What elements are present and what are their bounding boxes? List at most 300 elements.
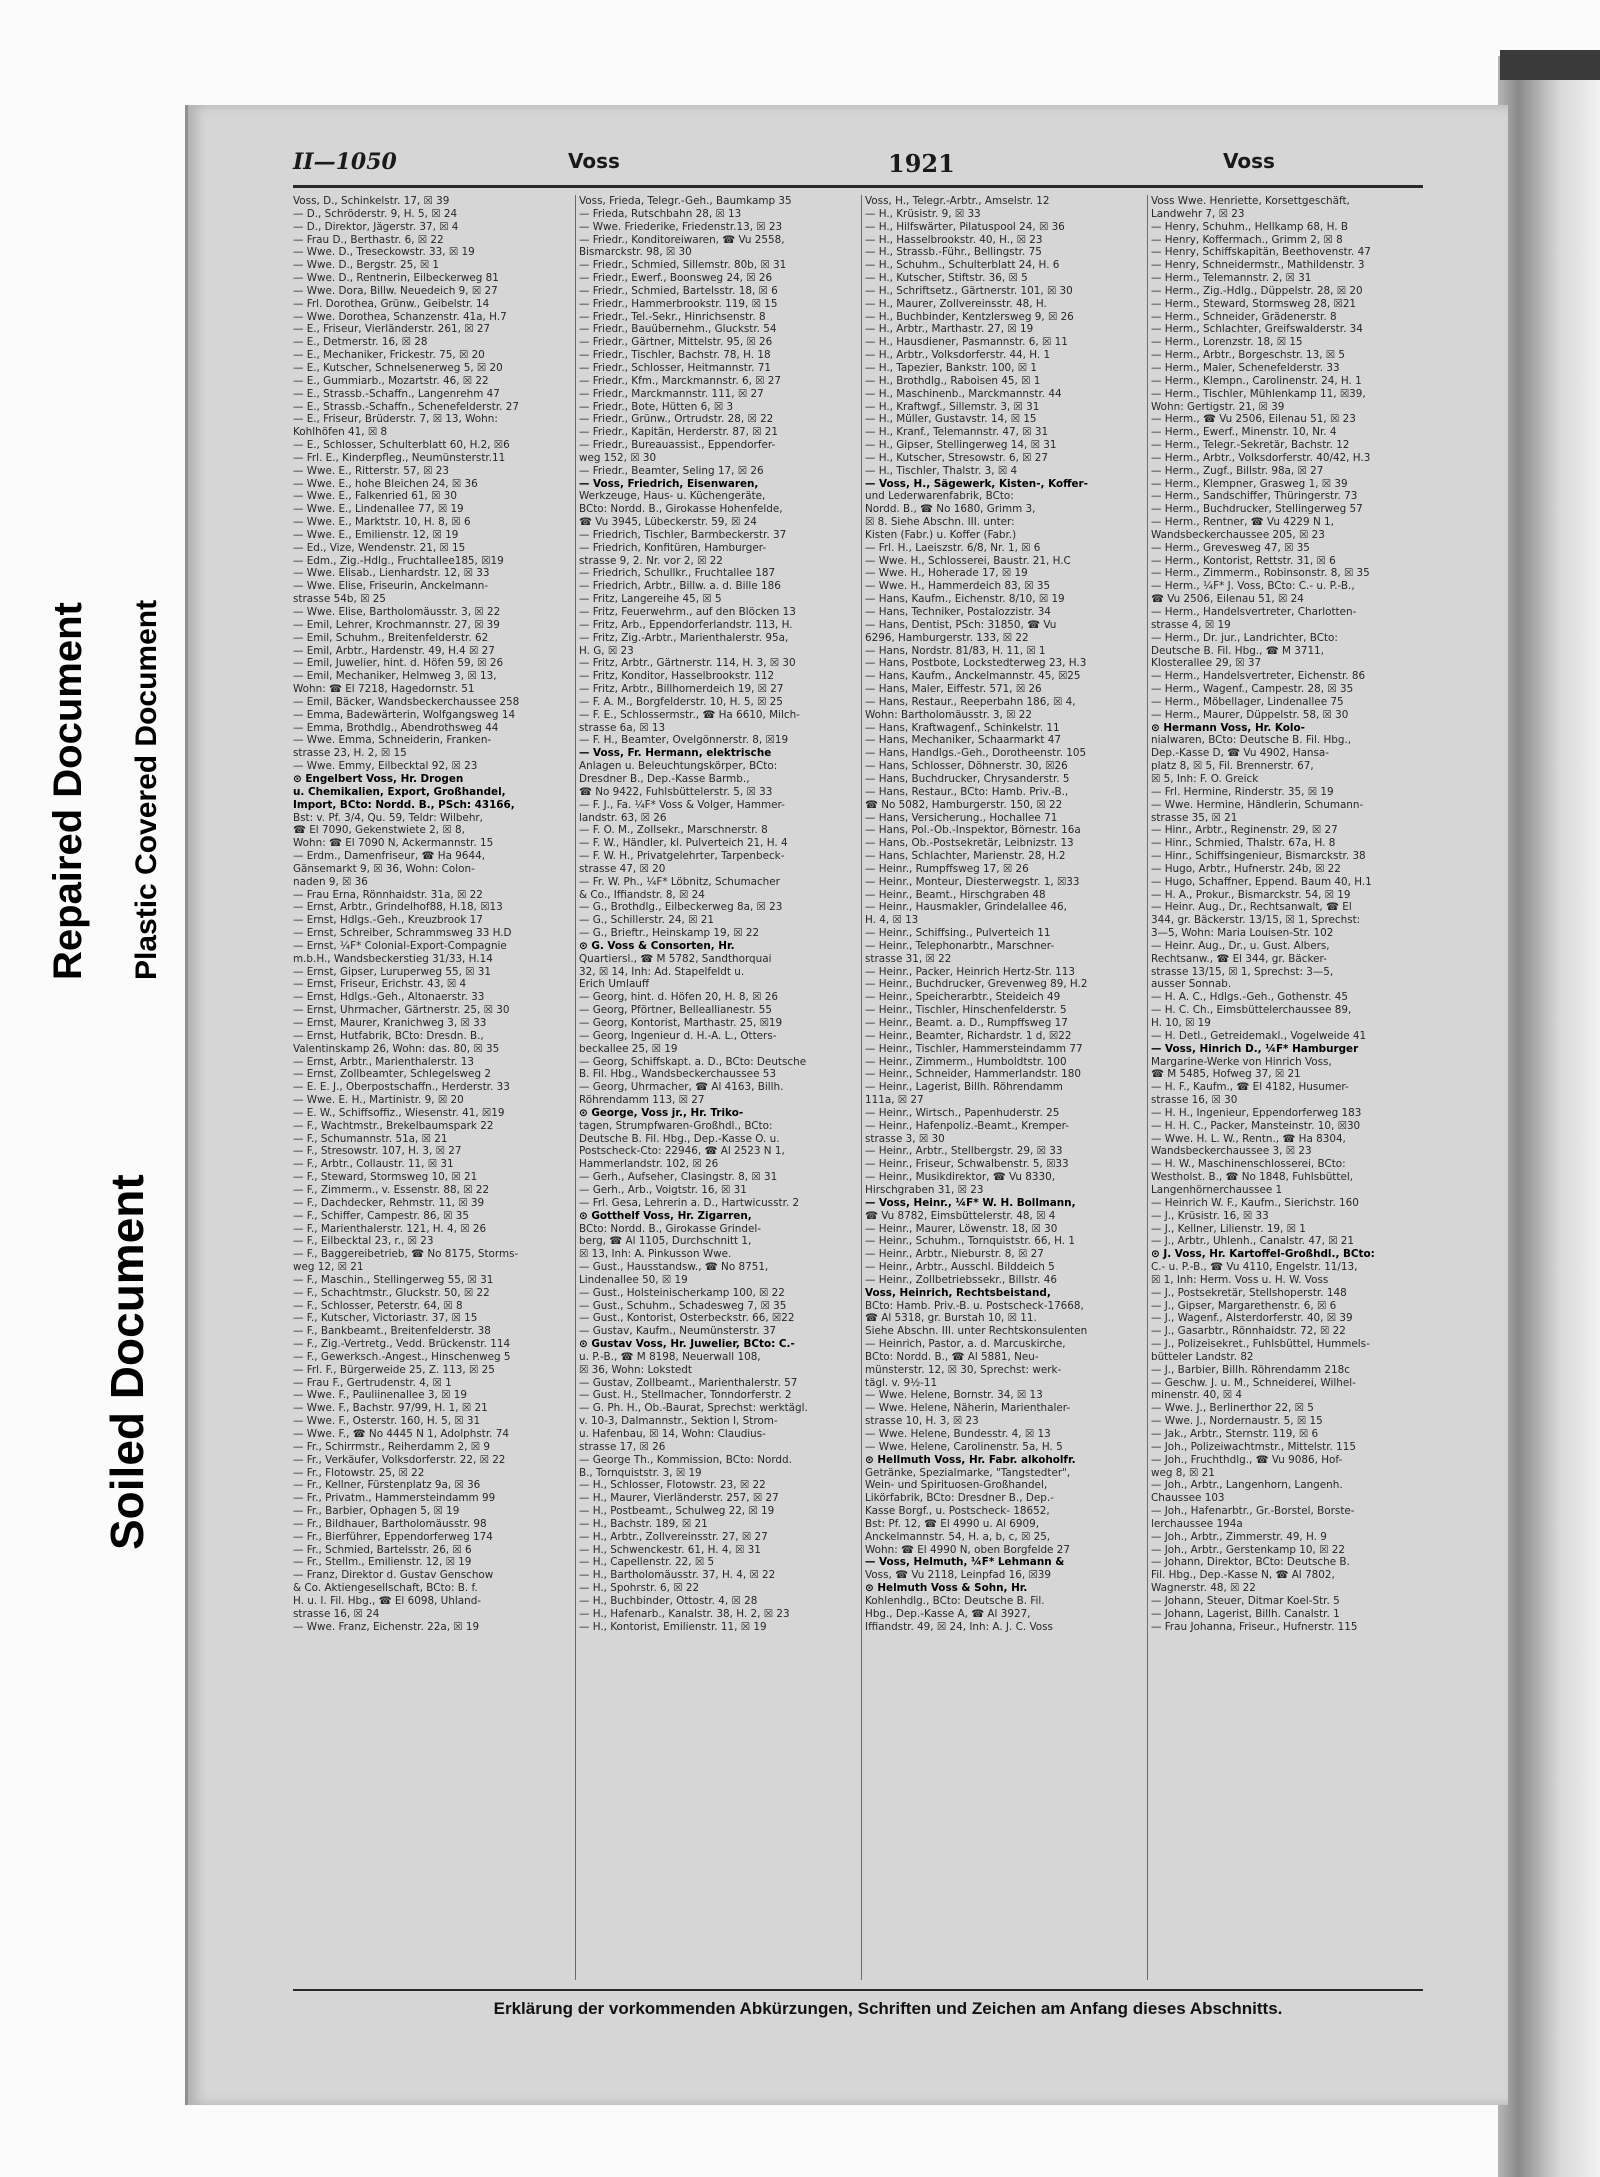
directory-entry: — Wwe. D., Rentnerin, Eilbeckerweg 81: [293, 272, 499, 285]
directory-entry: Klosterallee 29, ☒ 37: [1151, 657, 1262, 670]
directory-entry: — Frau Johanna, Friseur., Hufnerstr. 115: [1151, 1620, 1358, 1633]
directory-entry: — H., Tapezier, Bankstr. 100, ☒ 1: [865, 361, 1038, 374]
directory-entry: — H., Gipser, Stellingerweg 14, ☒ 31: [865, 439, 1057, 452]
directory-entry: — Ernst, Schreiber, Schrammsweg 33 H.D: [293, 927, 512, 940]
directory-entry: — Friedr., Schmied, Bartelsstr. 18, ☒ 6: [579, 284, 778, 297]
directory-entry: Voss, ☎ Vu 2118, Leinpfad 16, ☒39: [865, 1569, 1052, 1582]
directory-entry: — Hans, Schlachter, Marienstr. 28, H.2: [865, 850, 1066, 863]
directory-entry: — Henry, Schneidermstr., Mathildenstr. 3: [1151, 259, 1365, 272]
directory-entry: ☒ 1, Inh: Herm. Voss u. H. W. Voss: [1151, 1273, 1329, 1286]
directory-entry: — Gust. H., Stellmacher, Tonndorferstr. 2: [579, 1389, 792, 1402]
directory-entry: — Herm., Kontorist, Rettstr. 31, ☒ 6: [1151, 554, 1336, 567]
directory-entry: Margarine-Werke von Hinrich Voss,: [1151, 1055, 1332, 1068]
directory-entry: — J., Postsekretär, Stellshoperstr. 148: [1151, 1286, 1347, 1299]
directory-entry: — Voss, Helmuth, ¼F* Lehmann &: [865, 1556, 1065, 1569]
directory-entry: — Heinr., Schiffsing., Pulverteich 11: [865, 927, 1051, 940]
directory-entry: — Hugo, Arbtr., Hufnerstr. 24b, ☒ 22: [1151, 862, 1341, 875]
directory-entry: — Friedr., Konditoreiwaren, ☎ Vu 2558,: [579, 233, 785, 246]
directory-entry: — H., Hafenarb., Kanalstr. 38, H. 2, ☒ 23: [579, 1607, 790, 1620]
directory-entry: — Wwe. E., hohe Bleichen 24, ☒ 36: [293, 477, 478, 490]
directory-entry: — Wwe. D., Bergstr. 25, ☒ 1: [293, 259, 440, 272]
directory-entry: — Heinr., Arbtr., Ausschl. Bilddeich 5: [865, 1261, 1055, 1274]
directory-entry: — H., Brothdlg., Raboisen 45, ☒ 1: [865, 374, 1041, 387]
directory-entry: — Johann, Steuer, Ditmar Koel-Str. 5: [1151, 1594, 1340, 1607]
directory-entry: Hirschgraben 31, ☒ 23: [865, 1183, 984, 1196]
directory-entry: Gänsemarkt 9, ☒ 36, Wohn: Colon-: [293, 862, 475, 875]
directory-entry: — Wwe. Elise, Bartholomäusstr. 3, ☒ 22: [293, 606, 501, 618]
directory-entry: — Erdm., Damenfriseur, ☎ Ha 9644,: [293, 850, 486, 863]
entry-columns: [293, 195, 1433, 1980]
directory-entry: Rechtsanw., ☎ El 344, gr. Bäcker-: [1151, 952, 1327, 965]
directory-entry: — Georg, hint. d. Höfen 20, H. 8, ☒ 26: [579, 991, 778, 1004]
directory-entry: — Frl. F., Bürgerweide 25, Z. 113, ☒ 25: [293, 1363, 495, 1376]
plastic-covered-label: Plastic Covered Document: [130, 599, 163, 980]
directory-entry: — Herm., Sandschiffer, Thüringerstr. 73: [1151, 490, 1358, 503]
column-3: [865, 195, 1143, 1980]
directory-entry: — Wwe. H., Hammerdeich 83, ☒ 35: [865, 580, 1051, 593]
directory-entry: Deutsche B. Fil. Hbg., Dep.-Kasse O. u.: [579, 1132, 780, 1145]
directory-entry: — Heinr., Arbtr., Stellbergstr. 29, ☒ 33: [865, 1145, 1063, 1158]
directory-entry: — F. E., Schlossermstr., ☎ Ha 6610, Milch-: [579, 708, 800, 721]
footer-rule: [293, 1989, 1423, 1991]
directory-entry: ☎ Al 5318, gr. Burstah 10, ☒ 11.: [865, 1312, 1037, 1325]
directory-entry: — Wwe. E., Marktstr. 10, H. 8, ☒ 6: [293, 516, 471, 529]
directory-entry: — Fritz, Langereihe 45, ☒ 5: [579, 593, 722, 606]
directory-entry: — H., Kraftwgf., Sillemstr. 3, ☒ 31: [865, 400, 1040, 413]
directory-entry: — J., Arbtr., Uhlenh., Canalstr. 47, ☒ 21: [1151, 1235, 1355, 1248]
directory-entry: — Fr. W. Ph., ¼F* Löbnitz, Schumacher: [579, 875, 780, 888]
directory-entry: m.b.H., Wandsbeckerstieg 31/33, H.14: [293, 952, 493, 965]
directory-entry: strasse 35, ☒ 21: [1151, 811, 1238, 824]
directory-entry: — Hans, Ob.-Postsekretär, Leibnizstr. 13: [865, 837, 1074, 850]
directory-entry: — F. J., Fa. ¼F* Voss & Volger, Hammer-: [579, 798, 785, 811]
directory-entry: — F. O. M., Zollsekr., Marschnerstr. 8: [579, 824, 768, 837]
directory-entry: — D., Direktor, Jägerstr. 37, ☒ 4: [293, 220, 459, 233]
directory-entry: 6296, Hamburgerstr. 133, ☒ 22: [865, 631, 1029, 644]
directory-entry: — Wwe. Elise, Friseurin, Anckelmann-: [293, 580, 489, 593]
header-rule: [293, 185, 1423, 188]
directory-entry: — H., Maurer, Zollvereinsstr. 48, H.: [865, 297, 1047, 310]
directory-entry: — Heinr., Zimmerm., Humboldtstr. 100: [865, 1055, 1067, 1068]
directory-entry: — H., Schwenckestr. 61, H. 4, ☒ 31: [579, 1543, 761, 1556]
directory-entry: — Friedrich, Tischler, Barmbeckerstr. 37: [579, 528, 787, 541]
directory-entry: — Fr., Bildhauer, Bartholomäusstr. 98: [293, 1517, 487, 1530]
scan-corner-mark: [1500, 50, 1600, 80]
directory-entry: — Friedr., Marckmannstr. 111, ☒ 27: [579, 387, 764, 400]
directory-entry: — J., Barbier, Billh. Röhrendamm 218c: [1151, 1363, 1350, 1376]
directory-entry: BCto: Nordd. B., ☎ Al 5881, Neu-: [865, 1350, 1039, 1363]
directory-entry: — Emma, Brothdlg., Abendrothsweg 44: [293, 721, 499, 734]
directory-entry: BCto: Nordd. B., Girokasse Hohenfelde,: [579, 503, 783, 516]
directory-entry: — Friedr., Tel.-Sekr., Hinrichsenstr. 8: [579, 310, 766, 323]
directory-entry: — Heinr., Buchdrucker, Grevenweg 89, H.2: [865, 978, 1088, 991]
directory-entry: Röhrendamm 113, ☒ 27: [579, 1094, 705, 1107]
directory-entry: H. 4, ☒ 13: [865, 914, 919, 927]
directory-entry: — Wwe. Dorothea, Schanzenstr. 41a, H.7: [293, 310, 507, 323]
directory-entry: — H. H., Ingenieur, Eppendorferweg 183: [1151, 1106, 1362, 1119]
directory-entry: — J., Wagenf., Alsterdorferstr. 40, ☒ 39: [1151, 1312, 1353, 1325]
directory-entry: — Friedr., Schlosser, Heitmannstr. 71: [579, 361, 771, 374]
directory-entry: — Herm., Arbtr., Volksdorferstr. 40/42, H.3: [1151, 451, 1371, 464]
directory-entry: — Fr., Stellm., Emilienstr. 12, ☒ 19: [293, 1556, 472, 1569]
directory-entry: — Wwe. E., Lindenallee 77, ☒ 19: [293, 503, 464, 516]
directory-entry: — Fr., Barbier, Ophagen 5, ☒ 19: [293, 1505, 460, 1518]
directory-entry: — Joh., Hafenarbtr., Gr.-Borstel, Borste-: [1151, 1505, 1355, 1518]
condition-labels: [0, 180, 200, 1550]
directory-entry: & Co., Iffiandstr. 8, ☒ 24: [579, 888, 705, 901]
directory-entry: C.- u. P.-B., ☎ Vu 4110, Engelstr. 11/13,: [1151, 1261, 1358, 1274]
directory-entry: — Franz, Direktor d. Gustav Genschow: [293, 1569, 494, 1582]
directory-entry: — Joh., Fruchthdlg., ☎ Vu 9086, Hof-: [1151, 1453, 1343, 1466]
directory-entry: — Herm., ☎ Vu 2506, Eilenau 51, ☒ 23: [1151, 413, 1356, 426]
directory-entry: landstr. 63, ☒ 26: [579, 811, 667, 824]
directory-entry: v. 10-3, Dalmannstr., Sektion I, Strom-: [579, 1415, 778, 1428]
directory-entry: — Emma, Badewärterin, Wolfgangsweg 14: [293, 708, 516, 721]
directory-entry: & Co. Aktiengesellschaft, BCto: B. f.: [293, 1582, 478, 1595]
directory-entry: ⊙ J. Voss, Hr. Kartoffel-Großhdl., BCto:: [1151, 1248, 1375, 1261]
directory-entry: 111a, ☒ 27: [865, 1094, 924, 1107]
directory-entry: — Friedrich, Konfitüren, Hamburger-: [579, 541, 767, 554]
directory-entry: ⊙ Gotthelf Voss, Hr. Zigarren,: [579, 1209, 752, 1222]
directory-entry: ☒ 36, Wohn: Lokstedt: [579, 1363, 692, 1376]
directory-entry: — Heinr., Packer, Heinrich Hertz-Str. 113: [865, 965, 1076, 978]
directory-entry: Postscheck-Cto: 22946, ☎ Al 2523 N 1,: [579, 1145, 785, 1158]
directory-entry: u. Hafenbau, ☒ 14, Wohn: Claudius-: [579, 1428, 766, 1440]
directory-entry: Wohn: ☎ El 7090 N, Ackermannstr. 15: [293, 837, 494, 850]
directory-entry: Fil. Hbg., Dep.-Kasse N, ☎ Al 7802,: [1151, 1569, 1335, 1582]
directory-entry: ⊙ Helmuth Voss & Sohn, Hr.: [865, 1582, 1028, 1595]
directory-entry: Langenhörnerchaussee 1: [1151, 1183, 1283, 1196]
directory-entry: — H., Hasselbrookstr. 40, H., ☒ 23: [865, 233, 1043, 246]
directory-entry: ☎ Vu 8782, Eimsbüttelerstr. 48, ☒ 4: [865, 1209, 1056, 1222]
directory-entry: — Hugo, Schaffner, Eppend. Baum 40, H.1: [1151, 875, 1372, 888]
directory-entry: — Ernst, ¼F* Colonial-Export-Compagnie: [293, 939, 507, 952]
directory-entry: ⊙ George, Voss jr., Hr. Triko-: [579, 1106, 744, 1119]
directory-entry: — Gustav, Zollbeamt., Marienthalerstr. 57: [579, 1376, 798, 1389]
directory-entry: — G. Ph. H., Ob.-Baurat, Sprechst: werktägl.: [579, 1402, 808, 1415]
directory-page: [185, 105, 1508, 2105]
directory-entry: Bst: Pf. 12, ☎ El 4990 u. Al 6909,: [865, 1517, 1040, 1530]
directory-entry: — Frl. Hermine, Rinderstr. 35, ☒ 19: [1151, 785, 1334, 798]
directory-entry: — Heinr., Musikdirektor, ☎ Vu 8330,: [865, 1171, 1055, 1184]
directory-entry: — Heinr., Schuhm., Tornquiststr. 66, H. 1: [865, 1235, 1075, 1248]
directory-entry: — J., Gipser, Margarethenstr. 6, ☒ 6: [1151, 1299, 1337, 1312]
directory-entry: Lindenallee 50, ☒ 19: [579, 1273, 688, 1286]
directory-entry: — Hans, Postbote, Lockstedterweg 23, H.3: [865, 657, 1087, 670]
directory-entry: — Herm., Klempn., Carolinenstr. 24, H. 1: [1151, 374, 1362, 387]
directory-entry: — F., Maschin., Stellingerweg 55, ☒ 31: [293, 1273, 494, 1286]
directory-entry: ☎ No 5082, Hamburgerstr. 150, ☒ 22: [865, 798, 1063, 811]
directory-entry: — Georg, Kontorist, Marthastr. 25, ☒19: [579, 1017, 783, 1029]
directory-entry: — Wwe. E., Emilienstr. 12, ☒ 19: [293, 528, 459, 541]
directory-entry: — Wwe. D., Treseckowstr. 33, ☒ 19: [293, 246, 475, 259]
directory-entry: — H., Tischler, Thalstr. 3, ☒ 4: [865, 464, 1018, 477]
directory-entry: — Wwe. Emmy, Eilbecktal 92, ☒ 23: [293, 760, 478, 773]
directory-entry: Deutsche B. Fil. Hbg., ☎ M 3711,: [1151, 644, 1324, 657]
directory-entry: — Henry, Schuhm., Hellkamp 68, H. B: [1151, 220, 1349, 233]
directory-entry: Kasse Borgf., u. Postscheck- 18652,: [865, 1505, 1050, 1518]
directory-entry: ☎ El 7090, Gekenstwiete 2, ☒ 8,: [293, 824, 465, 837]
directory-entry: — F., Gewerksch.-Angest., Hinschenweg 5: [293, 1350, 511, 1363]
directory-entry: H. u. I. Fil. Hbg., ☎ El 6098, Uhland-: [293, 1594, 482, 1607]
directory-entry: — Frl. E., Kinderpfleg., Neumünsterstr.11: [293, 451, 506, 464]
directory-entry: — Herm., Rentner, ☎ Vu 4229 N 1,: [1151, 516, 1334, 529]
directory-entry: — G., Brieftr., Heinskamp 19, ☒ 22: [579, 927, 760, 940]
directory-entry: — Heinr., Tischler, Hinschenfelderstr. 5: [865, 1004, 1067, 1017]
directory-entry: — D., Schröderstr. 9, H. 5, ☒ 24: [293, 207, 458, 220]
directory-entry: Kisten (Fabr.) u. Koffer (Fabr.): [865, 528, 1017, 541]
directory-entry: — Georg, Schiffskapt. a. D., BCto: Deutsche: [579, 1055, 807, 1068]
directory-entry: — F., Schumannstr. 51a, ☒ 21: [293, 1132, 448, 1145]
directory-entry: — Fritz, Arb., Eppendorferlandstr. 113, H.: [579, 618, 793, 631]
directory-entry: — Hans, Mechaniker, Schaarmarkt 47: [865, 734, 1061, 747]
directory-entry: — H. H. C., Packer, Mansteinstr. 10, ☒30: [1151, 1119, 1361, 1132]
directory-entry: 3—5, Wohn: Maria Louisen-Str. 102: [1151, 927, 1334, 940]
directory-entry: — F., Stresowstr. 107, H. 3, ☒ 27: [293, 1145, 462, 1158]
directory-entry: — H., Bartholomäusstr. 37, H. 4, ☒ 22: [579, 1569, 776, 1582]
directory-entry: — H., Kutscher, Stresowstr. 6, ☒ 27: [865, 451, 1049, 464]
directory-entry: münsterstr. 12, ☒ 30, Sprechst: werk-: [865, 1363, 1062, 1376]
column-divider: [575, 195, 576, 1980]
directory-entry: — H., Postbeamt., Schulweg 22, ☒ 19: [579, 1505, 775, 1518]
directory-entry: ⊙ G. Voss & Consorten, Hr.: [579, 939, 735, 952]
directory-entry: Kohlhöfen 41, ☒ 8: [293, 426, 388, 439]
directory-entry: — Herm., Klempner, Grasweg 1, ☒ 39: [1151, 477, 1348, 490]
directory-entry: — Wwe. Helene, Bundesstr. 4, ☒ 13: [865, 1428, 1051, 1440]
directory-entry: ☒ 8. Siehe Abschn. III. unter:: [865, 516, 1015, 529]
directory-entry: Wandsbeckerchaussee 3, ☒ 23: [1151, 1145, 1312, 1158]
directory-entry: — Herm., Grevesweg 47, ☒ 35: [1151, 541, 1310, 554]
directory-entry: — J., Polizeisekret., Fuhlsbüttel, Hummels-: [1151, 1338, 1370, 1351]
directory-entry: — Fritz, Zig.-Arbtr., Marienthalerstr. 95a,: [579, 631, 789, 644]
directory-entry: strasse 47, ☒ 20: [579, 862, 666, 875]
directory-entry: — Emil, Lehrer, Krochmannstr. 27, ☒ 39: [293, 618, 500, 631]
directory-entry: — Herm., Dr. jur., Landrichter, BCto:: [1151, 631, 1338, 644]
directory-entry: — Wwe. E., Ritterstr. 57, ☒ 23: [293, 464, 449, 477]
directory-entry: — Herm., Telegr.-Sekretär, Bachstr. 12: [1151, 439, 1350, 452]
directory-entry: — Gustav, Kaufm., Neumünsterstr. 37: [579, 1325, 777, 1338]
directory-entry: — Herm., Handelsvertreter, Charlotten-: [1151, 606, 1357, 618]
directory-entry: — Ernst, Hdlgs.-Geh., Altonaerstr. 33: [293, 991, 485, 1004]
directory-entry: — Wwe. H., Schlosserei, Baustr. 21, H.C: [865, 554, 1071, 567]
directory-entry: — H., Buchbinder, Kentzlersweg 9, ☒ 26: [865, 310, 1074, 323]
directory-entry: — Ernst, Hutfabrik, BCto: Dresdn. B.,: [293, 1029, 484, 1042]
directory-entry: B. Fil. Hbg., Wandsbeckerchaussee 53: [579, 1068, 776, 1081]
directory-entry: weg 152, ☒ 30: [579, 451, 657, 464]
directory-entry: — F. W., Händler, kl. Pulverteich 21, H. 4: [579, 837, 788, 850]
directory-entry: strasse 23, H. 2, ☒ 15: [293, 747, 407, 760]
directory-entry: — Heinr., Zollbetriebssekr., Billstr. 46: [865, 1273, 1057, 1286]
page-header: [293, 143, 1453, 179]
directory-entry: — E., Friseur, Vierländerstr. 261, ☒ 27: [293, 323, 491, 336]
directory-entry: Landwehr 7, ☒ 23: [1151, 207, 1245, 220]
directory-entry: — Wwe. H., Hoherade 17, ☒ 19: [865, 567, 1028, 580]
directory-entry: — Herm., Maurer, Düppelstr. 58, ☒ 30: [1151, 708, 1349, 721]
directory-entry: — H. F., Kaufm., ☎ El 4182, Husumer-: [1151, 1081, 1349, 1094]
directory-entry: — Frau D., Berthastr. 6, ☒ 22: [293, 233, 444, 246]
directory-entry: — Emil, Bäcker, Wandsbeckerchaussee 258: [293, 695, 520, 708]
directory-entry: minenstr. 40, ☒ 4: [1151, 1389, 1243, 1402]
page-number: II—1050: [293, 149, 397, 175]
directory-entry: — Heinr., Hausmakler, Grindelallee 46,: [865, 901, 1067, 914]
directory-entry: — F. W. H., Privatgelehrter, Tarpenbeck-: [579, 850, 785, 863]
directory-entry: Dep.-Kasse D, ☎ Vu 4902, Hansa-: [1151, 747, 1330, 760]
directory-entry: weg 8, ☒ 21: [1151, 1466, 1215, 1479]
directory-entry: — Heinr., Arbtr., Nieburstr. 8, ☒ 27: [865, 1248, 1044, 1261]
directory-entry: — Wwe. F., ☎ No 4445 N 1, Adolphstr. 74: [293, 1428, 509, 1440]
directory-entry: — J., Krüsistr. 16, ☒ 33: [1151, 1209, 1269, 1222]
directory-entry: — Fr., Schmied, Bartelsstr. 26, ☒ 6: [293, 1543, 472, 1556]
directory-entry: — H., Kontorist, Emilienstr. 11, ☒ 19: [579, 1620, 767, 1633]
directory-entry: B., Tornquiststr. 3, ☒ 19: [579, 1466, 702, 1479]
directory-entry: — H., Maurer, Vierländerstr. 257, ☒ 27: [579, 1492, 779, 1505]
directory-entry: Westholst. B., ☎ No 1848, Fuhlsbüttel,: [1151, 1171, 1354, 1184]
directory-entry: — Heinr., Tischler, Hammersteindamm 77: [865, 1042, 1083, 1055]
directory-entry: — F., Baggereibetrieb, ☎ No 8175, Storms-: [293, 1248, 519, 1261]
directory-entry: — Gust., Schuhm., Schadesweg 7, ☒ 35: [579, 1299, 787, 1312]
header-left-name: Voss: [568, 149, 620, 173]
directory-entry: — Herm., Möbellager, Lindenallee 75: [1151, 695, 1344, 708]
directory-entry: — H. C. Ch., Eimsbüttelerchaussee 89,: [1151, 1004, 1352, 1017]
directory-entry: — Herm., Tischler, Mühlenkamp 11, ☒39,: [1151, 387, 1366, 400]
directory-entry: — H., Schlosser, Flotowstr. 23, ☒ 22: [579, 1479, 766, 1492]
directory-entry: — Wwe. F., Bachstr. 97/99, H. 1, ☒ 21: [293, 1402, 488, 1415]
directory-entry: — Joh., Arbtr., Langenhorn, Langenh.: [1151, 1479, 1343, 1492]
directory-entry: — G., Schillerstr. 24, ☒ 21: [579, 914, 714, 927]
directory-entry: — Wwe. Helene, Bornstr. 34, ☒ 13: [865, 1389, 1043, 1402]
directory-entry: — Frl. H., Laeiszstr. 6/8, Nr. 1, ☒ 6: [865, 541, 1041, 554]
directory-entry: — George Th., Kommission, BCto: Nordd.: [579, 1453, 792, 1466]
directory-entry: — Voss, Heinr., ¼F* W. H. Bollmann,: [865, 1196, 1076, 1209]
directory-entry: — Herm., ¼F* J. Voss, BCto: C.- u. P.-B.,: [1151, 580, 1355, 593]
directory-entry: Voss, D., Schinkelstr. 17, ☒ 39: [293, 195, 450, 207]
directory-entry: — Fr., Verkäufer, Volksdorferstr. 22, ☒ 22: [293, 1453, 506, 1466]
directory-entry: — H., Maschinenb., Marckmannstr. 44: [865, 387, 1062, 400]
directory-entry: Valentinskamp 26, Wohn: das. 80, ☒ 35: [293, 1042, 500, 1055]
directory-entry: — Wwe. Franz, Eichenstr. 22a, ☒ 19: [293, 1620, 480, 1633]
directory-entry: strasse 16, ☒ 30: [1151, 1094, 1238, 1107]
directory-entry: ☎ Vu 3945, Lübeckerstr. 59, ☒ 24: [579, 516, 757, 529]
directory-entry: — Fritz, Feuerwehrm., auf den Blöcken 13: [579, 606, 796, 618]
directory-entry: 344, gr. Bäckerstr. 13/15, ☒ 1, Sprechst:: [1151, 914, 1361, 927]
directory-entry: — Georg, Ingenieur d. H.-A. L., Otters-: [579, 1029, 777, 1042]
directory-entry: — Friedrich, Arbtr., Billw. a. d. Bille 186: [579, 580, 781, 593]
directory-entry: Wandsbeckerchaussee 205, ☒ 23: [1151, 528, 1325, 541]
directory-entry: — Heinr., Lagerist, Billh. Röhrendamm: [865, 1081, 1063, 1094]
directory-entry: ☎ No 9422, Fuhlsbüttelerstr. 5, ☒ 33: [579, 785, 773, 798]
directory-entry: 32, ☒ 14, Inh: Ad. Stapelfeldt u.: [579, 965, 745, 978]
directory-entry: — E., Gummiarb., Mozartstr. 46, ☒ 22: [293, 374, 489, 387]
directory-entry: — Herm., Telemannstr. 2, ☒ 31: [1151, 272, 1312, 285]
directory-entry: — Ernst, Arbtr., Marienthalerstr. 13: [293, 1055, 474, 1068]
column-4: [1151, 195, 1429, 1980]
directory-entry: — F., Kutscher, Victoriastr. 37, ☒ 15: [293, 1312, 478, 1325]
directory-entry: — H. Detl., Getreidemakl., Vogelweide 41: [1151, 1029, 1367, 1042]
directory-entry: — Ernst, Arbtr., Grindelhof88, H.18, ☒13: [293, 901, 503, 914]
directory-entry: — Wwe. J., Berlinerthor 22, ☒ 5: [1151, 1402, 1314, 1415]
directory-entry: — Hinr., Schmied, Thalstr. 67a, H. 8: [1151, 837, 1336, 850]
directory-entry: — Frieda, Rutschbahn 28, ☒ 13: [579, 207, 742, 220]
directory-entry: — Hans, Restaur., Reeperbahn 186, ☒ 4,: [865, 695, 1076, 708]
directory-entry: — Hans, Versicherung., Hochallee 71: [865, 811, 1058, 824]
directory-entry: — Emil, Schuhm., Breitenfelderstr. 62: [293, 631, 489, 644]
directory-entry: — Hans, Pol.-Ob.-Inspektor, Börnestr. 16a: [865, 824, 1081, 837]
directory-entry: Import, BCto: Nordd. B., PSch: 43166,: [293, 798, 515, 811]
directory-entry: — Herm., Zugf., Billstr. 98a, ☒ 27: [1151, 464, 1324, 477]
directory-entry: — H., Hausdiener, Pasmannstr. 6, ☒ 11: [865, 336, 1068, 349]
directory-entry: — Herm., Zig.-Hdlg., Düppelstr. 28, ☒ 20: [1151, 284, 1363, 297]
directory-entry: strasse 6a, ☒ 13: [579, 721, 666, 734]
directory-entry: tagen, Strumpfwaren-Großhdl., BCto:: [579, 1119, 773, 1132]
directory-entry: — Gust., Hausstandsw., ☎ No 8751,: [579, 1261, 769, 1274]
directory-entry: — H., Müller, Gustavstr. 14, ☒ 15: [865, 413, 1037, 426]
directory-entry: — H., Capellenstr. 22, ☒ 5: [579, 1556, 715, 1569]
directory-entry: — Heinr., Beamter, Richardstr. 1 d, ☒22: [865, 1029, 1072, 1042]
directory-entry: — Wwe. E., Falkenried 61, ☒ 30: [293, 490, 457, 503]
directory-entry: — Heinr., Rumpffsweg 17, ☒ 26: [865, 862, 1029, 875]
directory-entry: Wohn: ☎ El 4990 N, oben Borgfelde 27: [865, 1543, 1070, 1556]
directory-entry: — Hans, Kaufm., Eichenstr. 8/10, ☒ 19: [865, 593, 1065, 606]
directory-entry: — H., Arbtr., Volksdorferstr. 44, H. 1: [865, 349, 1051, 362]
directory-entry: — Herm., Zimmerm., Robinsonstr. 8, ☒ 35: [1151, 567, 1370, 580]
directory-entry: — Heinr., Maurer, Löwenstr. 18, ☒ 30: [865, 1222, 1058, 1235]
directory-entry: strasse 54b, ☒ 25: [293, 593, 386, 606]
directory-entry: Werkzeuge, Haus- u. Küchengeräte,: [579, 490, 766, 503]
directory-entry: — Heinr., Speicherarbtr., Steideich 49: [865, 991, 1061, 1004]
directory-entry: — Frau Erna, Rönnhaidstr. 31a, ☒ 22: [293, 888, 483, 901]
directory-entry: — F., Wachtmstr., Brekelbaumspark 22: [293, 1119, 494, 1132]
directory-entry: — F., Zimmerm., v. Essenstr. 88, ☒ 22: [293, 1183, 490, 1196]
directory-entry: strasse 17, ☒ 26: [579, 1440, 666, 1453]
directory-entry: — Herm., Handelsvertreter, Eichenstr. 86: [1151, 670, 1366, 683]
directory-entry: — Wwe. Friederike, Friedenstr.13, ☒ 23: [579, 220, 783, 233]
directory-entry: — Hans, Buchdrucker, Chrysanderstr. 5: [865, 772, 1070, 785]
directory-entry: — H. W., Maschinenschlosserei, BCto:: [1151, 1158, 1346, 1171]
directory-entry: — Heinr., Telephonarbtr., Marschner-: [865, 939, 1055, 952]
directory-entry: — Frau F., Gertrudenstr. 4, ☒ 1: [293, 1376, 452, 1389]
directory-entry: lerchaussee 194a: [1151, 1517, 1243, 1530]
directory-entry: — Gerh., Aufseher, Clasingstr. 8, ☒ 31: [579, 1171, 778, 1184]
directory-entry: Voss Wwe. Henriette, Korsettgeschäft,: [1151, 195, 1350, 207]
directory-entry: Anlagen u. Beleuchtungskörper, BCto:: [579, 760, 778, 773]
directory-entry: Voss, H., Telegr.-Arbtr., Amselstr. 12: [865, 195, 1050, 207]
directory-entry: — F., Dachdecker, Rehmstr. 11, ☒ 39: [293, 1196, 485, 1209]
directory-entry: — F., Schlosser, Peterstr. 64, ☒ 8: [293, 1299, 463, 1312]
directory-entry: — H., Schuhm., Schulterblatt 24, H. 6: [865, 259, 1060, 272]
column-divider: [1147, 195, 1148, 1980]
directory-entry: — G., Brothdlg., Eilbeckerweg 8a, ☒ 23: [579, 901, 783, 914]
directory-entry: strasse 31, ☒ 22: [865, 952, 952, 965]
directory-entry: — H., Kranf., Telemannstr. 47, ☒ 31: [865, 426, 1049, 439]
directory-entry: — H., Bachstr. 189, ☒ 21: [579, 1517, 708, 1530]
directory-entry: — Fr., Flotowstr. 25, ☒ 22: [293, 1466, 425, 1479]
directory-entry: — Friedr., Kapitän, Herderstr. 87, ☒ 21: [579, 426, 779, 439]
directory-entry: — Friedr., Bote, Hütten 6, ☒ 3: [579, 400, 734, 413]
directory-entry: ⊙ Gustav Voss, Hr. Juwelier, BCto: C.-: [579, 1338, 795, 1351]
directory-entry: Wagnerstr. 48, ☒ 22: [1151, 1582, 1256, 1595]
directory-entry: bütteler Landstr. 82: [1151, 1350, 1254, 1363]
directory-entry: ⊙ Engelbert Voss, Hr. Drogen: [293, 772, 464, 785]
directory-entry: — H., Arbtr., Marthastr. 27, ☒ 19: [865, 323, 1034, 336]
directory-entry: Wein- und Spirituosen-Großhandel,: [865, 1479, 1048, 1492]
directory-entry: — Emil, Mechaniker, Helmweg 3, ☒ 13,: [293, 670, 497, 683]
directory-entry: — Friedr., Bauübernehm., Gluckstr. 54: [579, 323, 777, 336]
column-2: [579, 195, 857, 1980]
directory-entry: — Heinrich, Pastor, a. d. Marcuskirche,: [865, 1338, 1066, 1351]
column-divider: [861, 195, 862, 1980]
directory-entry: — Hans, Schlosser, Döhnerstr. 30, ☒26: [865, 760, 1068, 773]
soiled-document-label: Soiled Document: [101, 1174, 153, 1550]
